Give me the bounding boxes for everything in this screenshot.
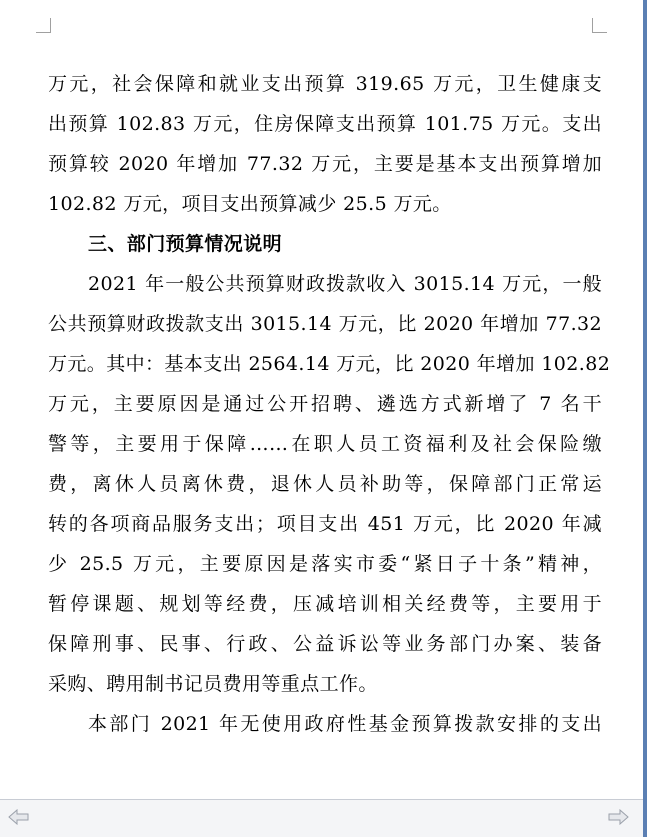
navigation-bar bbox=[0, 799, 643, 837]
arrow-right-icon bbox=[607, 809, 629, 825]
text-line: 公共预算财政拨款支出 3015.14 万元，比 2020 年增加 77.32 bbox=[48, 313, 602, 335]
text-line: 转的各项商品服务支出；项目支出 451 万元，比 2020 年减 bbox=[48, 513, 602, 535]
window-border bbox=[643, 0, 647, 837]
text-line: 暂停课题、规划等经费，压减培训相关经费等，主要用于 bbox=[48, 593, 602, 615]
text-line: 采购、聘用制书记员费用等重点工作。 bbox=[48, 673, 378, 695]
text-line: 万元，主要原因是通过公开招聘、遴选方式新增了 7 名干 bbox=[48, 393, 602, 415]
text-line: 万元，社会保障和就业支出预算 319.65 万元，卫生健康支 bbox=[48, 73, 602, 95]
text-line: 万元。其中：基本支出 2564.14 万元，比 2020 年增加 102.82 bbox=[48, 353, 611, 375]
previous-page-button[interactable] bbox=[8, 809, 30, 825]
text-line: 保障刑事、民事、行政、公益诉讼等业务部门办案、装备 bbox=[48, 633, 602, 655]
text-line: 预算较 2020 年增加 77.32 万元，主要是基本支出预算增加 bbox=[48, 153, 602, 175]
text-line: 警等，主要用于保障……在职人员工资福利及社会保险缴 bbox=[48, 433, 602, 455]
text-line: 费，离休人员离休费，退休人员补助等，保障部门正常运 bbox=[48, 473, 602, 495]
text-line: 本部门 2021 年无使用政府性基金预算拨款安排的支出 bbox=[88, 713, 602, 735]
section-heading: 三、部门预算情况说明 bbox=[88, 233, 283, 255]
arrow-left-icon bbox=[8, 809, 30, 825]
crop-mark-top-right bbox=[592, 18, 607, 33]
document-body bbox=[48, 64, 611, 744]
text-line: 102.82 万元，项目支出预算减少 25.5 万元。 bbox=[48, 193, 452, 215]
next-page-button[interactable] bbox=[607, 809, 629, 825]
crop-mark-top-left bbox=[36, 18, 51, 33]
text-line: 出预算 102.83 万元，住房保障支出预算 101.75 万元。支出 bbox=[48, 113, 602, 135]
text-line: 少 25.5 万元，主要原因是落实市委“紧日子十条”精神， bbox=[48, 553, 602, 575]
text-line: 2021 年一般公共预算财政拨款收入 3015.14 万元，一般 bbox=[88, 273, 602, 295]
